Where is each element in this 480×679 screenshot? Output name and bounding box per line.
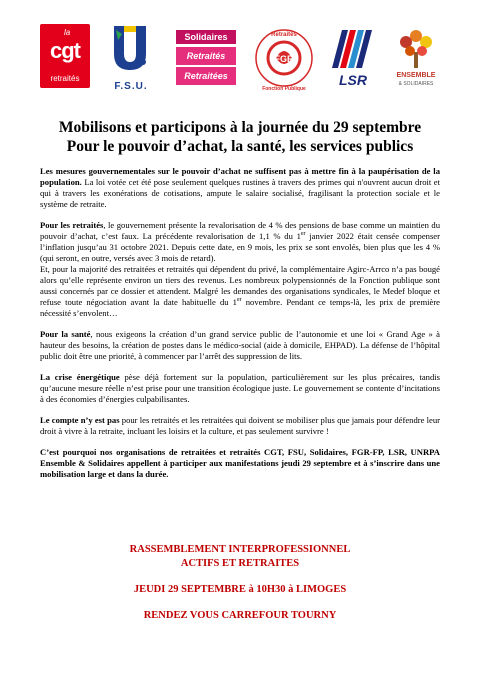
paragraph-energy	[40, 372, 440, 405]
paragraph-health	[40, 329, 440, 362]
paragraph-call-to-action	[40, 447, 440, 480]
p3-bold: Pour la santé	[40, 329, 91, 339]
article-body	[40, 166, 440, 490]
p2-text-c: Et, pour la majorité des retraitées et retraités qui dépendent du privé, la complémentaire Agirc-Arrco n’a pas bougé alors qu’elle représente environ un tiers des revenus. Les nombreux polypensionnés de la Fonction publique sont aussi concernés par ce dossier et attendent. Malgré les demandes des organisations syndicales, le Medef bloque et refuse toute négociation avant la date habituelle du 1	[40, 264, 440, 307]
lsr-logo-text: LSR	[339, 72, 367, 88]
fsu-u-icon	[110, 24, 150, 72]
cgt-logo-sub: retraités	[50, 74, 80, 83]
p2-text-a: , le gouvernement présente la revalorisation de 4 % des pensions de base comme un maintien du pouvoir d’achat, c’est faux. La précédente revalorisation de 1,1 % du 1	[40, 220, 440, 241]
page-title	[40, 118, 440, 156]
p5-bold: Le compte n’y est pas	[40, 415, 120, 425]
p4-text: pèse déjà fortement sur la population, particulièrement sur les plus précaires, tandis qu’aucune mesure réelle n’est prise pour une transition écologique juste. Le gouvernement se contente d’incitations à des économies d’énergies culpabilisantes.	[40, 372, 440, 404]
ensemble-logo-line2: & SOLIDAIRES	[398, 81, 434, 87]
title-line-1: Mobilisons et participons à la journée du 29 septembre	[58, 119, 422, 136]
p1-text: La loi votée cet été pose seulement quelques rustines à travers des primes qui n'ouvrent aucun droit et qui à travers les exonérations de cotisations, ampute le salaire socialisé, fragilisant la protection sociale et le système de retraite.	[40, 177, 440, 209]
ensemble-logo-line1: ENSEMBLE	[396, 72, 436, 79]
cgt-logo-la: la	[64, 28, 71, 37]
fsu-logo	[102, 24, 160, 92]
ensemble-solidaires-logo	[390, 24, 442, 92]
paragraph-not-enough	[40, 415, 440, 437]
p2-text-b: janvier 2022 était censée compenser l’inflation jusqu’au 31 octobre 2021. Depuis cette date, en 9 mois, les prix se sont envolés, bien plus que les 4 % (qui seront, en outre, versés avec 3 mois de retard).	[40, 231, 440, 263]
p2-bold: Pour les retraités	[40, 220, 104, 230]
fgr-logo-arc-side: Fonction Publique	[262, 86, 306, 92]
logos-row	[40, 24, 440, 94]
paragraph-retirees-a	[40, 220, 440, 264]
fsu-logo-text: F.S.U.	[114, 81, 148, 92]
cgt-logo-word: cgt	[50, 38, 80, 63]
solidaires-logo-bot: Retraitées	[176, 67, 236, 85]
p5-text: pour les retraités et les retraitées qui doivent se mobiliser plus que jamais pour défendre leur droit à vivre à la retraite, incluant les loisirs et la culture, et pas seulement survivre !	[40, 415, 440, 436]
solidaires-logo	[176, 30, 236, 86]
p6-bold: C’est pourquoi nos organisations de retraitées et retraités CGT, FSU, Solidaires, FGR-FP, LSR, UNRPA Ensemble & Solidaires appellent à participer aux manifestations jeudi 29 septembre et à s’inscrire dans une mobilisation large et dans la durée.	[40, 447, 440, 479]
solidaires-logo-mid: Retraités	[176, 47, 236, 65]
announcement-line-1: RASSEMBLEMENT INTERPROFESSIONNEL	[129, 544, 351, 555]
cgt-logo	[40, 24, 90, 88]
lsr-logo	[328, 28, 378, 88]
solidaires-logo-top: Solidaires	[176, 30, 236, 44]
announcement-date-place: JEUDI 29 SEPTEMBRE à 10H30 à LIMOGES	[133, 584, 347, 595]
paragraph-retirees-b	[40, 264, 440, 319]
title-line-2: Pour le pouvoir d’achat, la santé, les services publics	[66, 138, 414, 155]
p2-sup-a: er	[300, 231, 306, 238]
fgr-emblem-icon	[254, 24, 314, 92]
lsr-stripes-icon	[328, 28, 378, 70]
p3-text: , nous exigeons la création d’un grand service public de l’autonomie et une loi « Grand Age » à hauteur des besoins, la création de postes dans le médico-social (aide à domicile, EHPAD). La défense de l’hôpital public doit être une priorité, à commencer par l’arrêt des suppression de lits.	[40, 329, 440, 361]
announcement-meeting-point: RENDEZ VOUS CARREFOUR TOURNY	[143, 610, 337, 621]
announcement-line-2: ACTIFS ET RETRAITES	[180, 558, 300, 569]
paragraph-purchasing-power	[40, 166, 440, 210]
fgr-fp-logo	[254, 24, 314, 92]
rally-announcement	[40, 543, 440, 623]
p1-bold: Les mesures gouvernementales sur le pouvoir d’achat ne suffisent pas à mettre fin à la paupérisation de la population.	[40, 166, 440, 187]
p2-text-d: novembre. Pendant ce temps-là, les prix de première nécessité s’envolent…	[40, 297, 441, 318]
p4-bold: La crise énergétique	[40, 372, 120, 382]
p2-sup-c: er	[236, 297, 242, 304]
fgr-logo-center: FGR	[274, 54, 294, 64]
tree-icon	[390, 24, 442, 70]
fgr-logo-arc-top: Retraités	[271, 32, 297, 38]
